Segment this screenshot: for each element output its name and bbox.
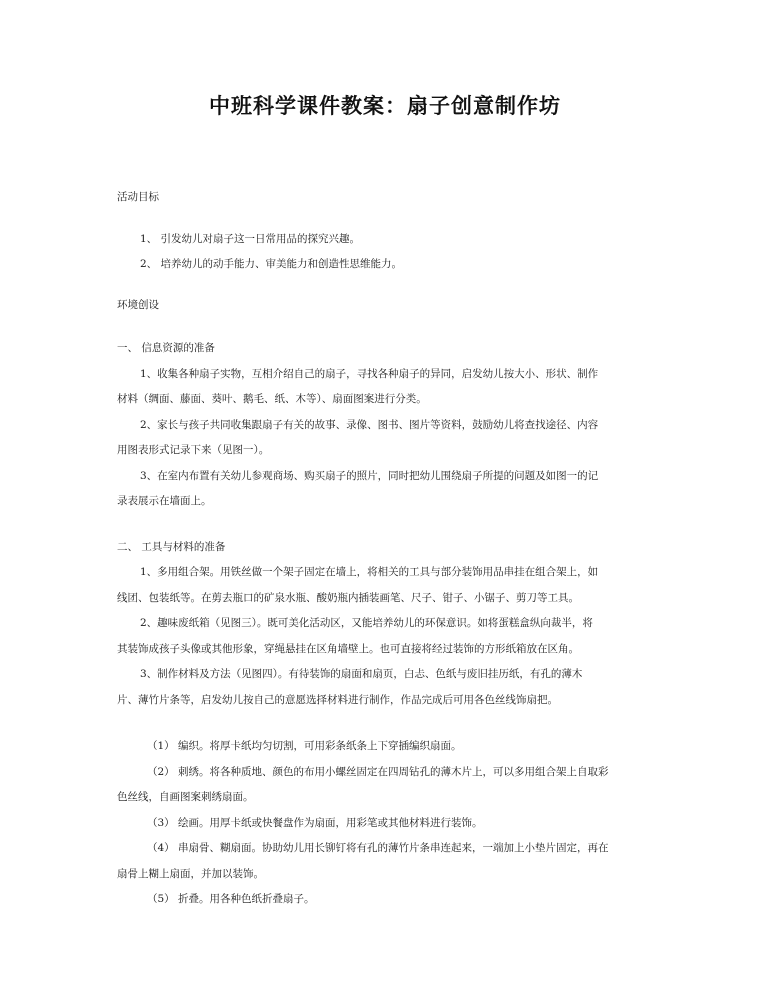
section1-line-6: 录表展示在墙面上。 xyxy=(117,495,212,507)
goal-item-1: 1、 引发幼儿对扇子这一日常用品的探究兴趣。 xyxy=(140,233,361,245)
section2-heading: 二、 工具与材料的准备 xyxy=(117,541,226,553)
section1-line-1: 1、收集各种扇子实物，互相介绍自己的扇子，寻找各种扇子的异同，启发幼儿按大小、形状、制作 xyxy=(140,368,599,380)
section2-line-1: 1、多用组合架。用铁丝做一个架子固定在墙上，将相关的工具与部分装饰用品串挂在组合架上，如 xyxy=(140,566,599,578)
env-heading: 环境创设 xyxy=(117,299,159,311)
goals-heading: 活动目标 xyxy=(117,191,159,203)
method-line-6: 扇骨上糊上扇面，并加以装饰。 xyxy=(117,868,264,880)
section2-line-2: 线团、包装纸等。在剪去瓶口的矿泉水瓶、酸奶瓶内插装画笔、尺子、钳子、小锯子、剪刀等工具。 xyxy=(117,592,579,604)
section1-heading: 一、 信息资源的准备 xyxy=(117,342,215,354)
method-line-5: （4） 串扇骨、糊扇面。协助幼儿用长铆钉将有孔的薄竹片条串连起来，一端加上小垫片固定，再在 xyxy=(147,842,609,854)
document-title: 中班科学课件教案：扇子创意制作坊 xyxy=(209,94,561,118)
section2-line-5: 3、制作材料及方法（见图四）。有待装饰的扇面和扇页，白忐、色纸与废旧挂历纸，有孔的薄木 xyxy=(140,668,583,680)
section1-line-3: 2、家长与孩子共同收集跟扇子有关的故事、录像、图书、图片等资料，鼓励幼儿将查找途径、内容 xyxy=(140,419,599,431)
section2-line-3: 2、趣味废纸箱（见图三）。既可美化活动区，又能培养幼儿的环保意识。如将蛋糕盒纵向裁半，将 xyxy=(140,617,593,629)
section2-line-6: 片、薄竹片条等，启发幼儿按自己的意愿选择材料进行制作，作品完成后可用各色丝线饰扇把。 xyxy=(117,694,558,706)
method-line-2: （2） 刺绣。将各种质地、颜色的布用小螺丝固定在四周钻孔的薄木片上，可以多用组合架上自取彩 xyxy=(147,766,609,778)
section1-line-4: 用图表形式记录下来（见图一）。 xyxy=(117,444,270,456)
method-line-4: （3） 绘画。用厚卡纸或快餐盘作为扇面，用彩笔或其他材料进行装饰。 xyxy=(147,817,483,829)
goal-item-2: 2、 培养幼儿的动手能力、审美能力和创造性思维能力。 xyxy=(140,258,403,270)
method-line-1: （1） 编织。将厚卡纸均匀切割，可用彩条纸条上下穿插编织扇面。 xyxy=(147,740,462,752)
section1-line-2: 材料（绸面、藤面、葵叶、鹅毛、纸、木等）、扇面图案进行分类。 xyxy=(117,393,427,405)
section1-line-5: 3、在室内布置有关幼儿参观商场、购买扇子的照片，同时把幼儿围绕扇子所提的问题及如图一的记 xyxy=(140,470,599,482)
method-line-3: 色丝线，自画图案刺绣扇面。 xyxy=(117,791,254,803)
method-line-7: （5） 折叠。用各种色纸折叠扇子。 xyxy=(147,893,315,905)
section2-line-4: 其装饰成孩子头像或其他形象，穿绳悬挂在区角墙壁上。也可直接将经过装饰的方形纸箱放在区角。 xyxy=(117,643,579,655)
